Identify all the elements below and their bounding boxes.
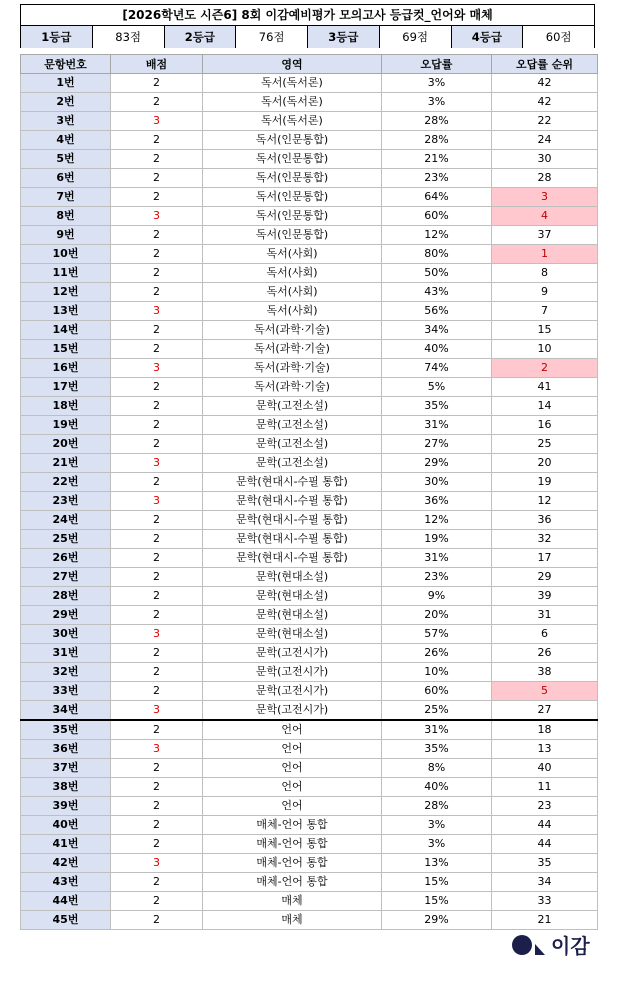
error-rank-cell: 11 — [492, 778, 598, 797]
table-row — [21, 416, 598, 435]
points-cell: 2 — [111, 245, 203, 264]
points-cell: 2 — [111, 188, 203, 207]
grade-4-label: 4등급 — [452, 26, 524, 48]
area-cell: 문학(고전소설) — [203, 454, 382, 473]
error-rate-cell: 10% — [382, 663, 492, 682]
error-rate-cell: 40% — [382, 778, 492, 797]
table-row — [21, 606, 598, 625]
table-row — [21, 435, 598, 454]
grade-1-score: 83점 — [93, 26, 165, 48]
area-cell: 독서(과학·기술) — [203, 321, 382, 340]
question-number-cell: 13번 — [21, 302, 111, 321]
table-row — [21, 511, 598, 530]
points-cell: 2 — [111, 644, 203, 663]
points-cell: 2 — [111, 416, 203, 435]
question-number-cell: 7번 — [21, 188, 111, 207]
table-row — [21, 169, 598, 188]
error-rank-cell: 17 — [492, 549, 598, 568]
question-number-cell: 12번 — [21, 283, 111, 302]
grade-2-label: 2등급 — [165, 26, 237, 48]
error-rank-cell: 44 — [492, 816, 598, 835]
page-title: [2026학년도 시즌6] 8회 이감예비평가 모의고사 등급컷_언어와 매체 — [21, 5, 594, 26]
table-row — [21, 74, 598, 93]
table-header-row — [21, 55, 598, 74]
points-cell: 2 — [111, 169, 203, 188]
area-cell: 언어 — [203, 720, 382, 740]
area-cell: 문학(현대시-수필 통합) — [203, 530, 382, 549]
error-rank-cell: 30 — [492, 150, 598, 169]
area-cell: 독서(인문통합) — [203, 188, 382, 207]
points-cell: 2 — [111, 74, 203, 93]
points-cell: 2 — [111, 511, 203, 530]
area-cell: 독서(사회) — [203, 302, 382, 321]
area-cell: 독서(인문통합) — [203, 207, 382, 226]
question-stats-table — [20, 54, 598, 930]
grade-cut-header — [20, 4, 595, 48]
error-rate-cell: 34% — [382, 321, 492, 340]
question-number-cell: 1번 — [21, 74, 111, 93]
question-number-cell: 45번 — [21, 911, 111, 930]
area-cell: 문학(고전소설) — [203, 397, 382, 416]
area-cell: 문학(고전시가) — [203, 644, 382, 663]
error-rate-cell: 29% — [382, 911, 492, 930]
table-row — [21, 740, 598, 759]
area-cell: 언어 — [203, 778, 382, 797]
column-header-question: 문항번호 — [21, 55, 111, 74]
points-cell: 3 — [111, 701, 203, 721]
points-cell: 2 — [111, 530, 203, 549]
column-header-error-rate: 오답률 — [382, 55, 492, 74]
points-cell: 2 — [111, 797, 203, 816]
error-rank-cell: 38 — [492, 663, 598, 682]
table-row — [21, 93, 598, 112]
question-number-cell: 26번 — [21, 549, 111, 568]
points-cell: 3 — [111, 740, 203, 759]
error-rank-cell: 1 — [492, 245, 598, 264]
error-rate-cell: 23% — [382, 169, 492, 188]
points-cell: 2 — [111, 816, 203, 835]
table-row — [21, 321, 598, 340]
error-rate-cell: 28% — [382, 797, 492, 816]
error-rank-cell: 15 — [492, 321, 598, 340]
question-number-cell: 23번 — [21, 492, 111, 511]
error-rate-cell: 8% — [382, 759, 492, 778]
question-number-cell: 6번 — [21, 169, 111, 188]
error-rank-cell: 7 — [492, 302, 598, 321]
points-cell: 2 — [111, 682, 203, 701]
table-row — [21, 397, 598, 416]
error-rate-cell: 60% — [382, 682, 492, 701]
points-cell: 2 — [111, 150, 203, 169]
area-cell: 매체-언어 통합 — [203, 816, 382, 835]
area-cell: 언어 — [203, 797, 382, 816]
area-cell: 매체-언어 통합 — [203, 873, 382, 892]
error-rank-cell: 27 — [492, 701, 598, 721]
question-number-cell: 28번 — [21, 587, 111, 606]
logo-text: 이감 — [551, 934, 590, 958]
question-number-cell: 29번 — [21, 606, 111, 625]
table-row — [21, 854, 598, 873]
table-row — [21, 778, 598, 797]
error-rate-cell: 31% — [382, 416, 492, 435]
table-row — [21, 568, 598, 587]
question-number-cell: 20번 — [21, 435, 111, 454]
table-row — [21, 816, 598, 835]
area-cell: 문학(현대소설) — [203, 606, 382, 625]
table-row — [21, 720, 598, 740]
error-rate-cell: 3% — [382, 93, 492, 112]
question-number-cell: 30번 — [21, 625, 111, 644]
table-row — [21, 530, 598, 549]
error-rate-cell: 36% — [382, 492, 492, 511]
area-cell: 문학(고전시가) — [203, 682, 382, 701]
points-cell: 3 — [111, 854, 203, 873]
question-number-cell: 3번 — [21, 112, 111, 131]
question-number-cell: 16번 — [21, 359, 111, 378]
points-cell: 2 — [111, 93, 203, 112]
area-cell: 문학(고전소설) — [203, 435, 382, 454]
area-cell: 독서(사회) — [203, 245, 382, 264]
table-row — [21, 701, 598, 721]
area-cell: 언어 — [203, 740, 382, 759]
question-number-cell: 10번 — [21, 245, 111, 264]
table-row — [21, 188, 598, 207]
column-header-points: 배점 — [111, 55, 203, 74]
question-number-cell: 25번 — [21, 530, 111, 549]
question-number-cell: 19번 — [21, 416, 111, 435]
points-cell: 2 — [111, 568, 203, 587]
area-cell: 문학(현대시-수필 통합) — [203, 549, 382, 568]
question-number-cell: 43번 — [21, 873, 111, 892]
table-row — [21, 264, 598, 283]
error-rank-cell: 28 — [492, 169, 598, 188]
points-cell: 3 — [111, 492, 203, 511]
column-header-error-rank: 오답률 순위 — [492, 55, 598, 74]
error-rank-cell: 39 — [492, 587, 598, 606]
question-number-cell: 14번 — [21, 321, 111, 340]
error-rank-cell: 36 — [492, 511, 598, 530]
error-rate-cell: 3% — [382, 835, 492, 854]
question-number-cell: 32번 — [21, 663, 111, 682]
table-row — [21, 835, 598, 854]
question-number-cell: 40번 — [21, 816, 111, 835]
error-rate-cell: 19% — [382, 530, 492, 549]
error-rank-cell: 35 — [492, 854, 598, 873]
table-row — [21, 663, 598, 682]
points-cell: 3 — [111, 207, 203, 226]
question-number-cell: 36번 — [21, 740, 111, 759]
area-cell: 독서(과학·기술) — [203, 359, 382, 378]
question-number-cell: 4번 — [21, 131, 111, 150]
points-cell: 2 — [111, 892, 203, 911]
error-rate-cell: 9% — [382, 587, 492, 606]
points-cell: 2 — [111, 131, 203, 150]
table-row — [21, 302, 598, 321]
area-cell: 독서(독서론) — [203, 74, 382, 93]
points-cell: 2 — [111, 720, 203, 740]
points-cell: 2 — [111, 549, 203, 568]
area-cell: 문학(현대시-수필 통합) — [203, 492, 382, 511]
table-row — [21, 549, 598, 568]
error-rank-cell: 42 — [492, 74, 598, 93]
table-row — [21, 892, 598, 911]
table-row — [21, 873, 598, 892]
column-header-area: 영역 — [203, 55, 382, 74]
points-cell: 2 — [111, 663, 203, 682]
grade-4-score: 60점 — [523, 26, 594, 48]
points-cell: 2 — [111, 473, 203, 492]
question-number-cell: 34번 — [21, 701, 111, 721]
table-row — [21, 245, 598, 264]
table-row — [21, 283, 598, 302]
grade-3-label: 3등급 — [308, 26, 380, 48]
error-rate-cell: 31% — [382, 549, 492, 568]
error-rank-cell: 21 — [492, 911, 598, 930]
area-cell: 독서(인문통합) — [203, 150, 382, 169]
error-rank-cell: 29 — [492, 568, 598, 587]
error-rate-cell: 43% — [382, 283, 492, 302]
error-rate-cell: 56% — [382, 302, 492, 321]
area-cell: 독서(사회) — [203, 283, 382, 302]
points-cell: 2 — [111, 759, 203, 778]
points-cell: 2 — [111, 911, 203, 930]
error-rate-cell: 21% — [382, 150, 492, 169]
error-rate-cell: 3% — [382, 816, 492, 835]
table-row — [21, 150, 598, 169]
points-cell: 2 — [111, 264, 203, 283]
error-rate-cell: 31% — [382, 720, 492, 740]
error-rank-cell: 26 — [492, 644, 598, 663]
points-cell: 2 — [111, 873, 203, 892]
area-cell: 독서(독서론) — [203, 93, 382, 112]
error-rank-cell: 25 — [492, 435, 598, 454]
points-cell: 3 — [111, 625, 203, 644]
question-number-cell: 41번 — [21, 835, 111, 854]
error-rank-cell: 24 — [492, 131, 598, 150]
error-rank-cell: 31 — [492, 606, 598, 625]
area-cell: 매체 — [203, 892, 382, 911]
question-number-cell: 22번 — [21, 473, 111, 492]
error-rate-cell: 15% — [382, 892, 492, 911]
area-cell: 문학(고전시가) — [203, 701, 382, 721]
error-rank-cell: 5 — [492, 682, 598, 701]
area-cell: 언어 — [203, 759, 382, 778]
area-cell: 매체 — [203, 911, 382, 930]
points-cell: 2 — [111, 226, 203, 245]
points-cell: 2 — [111, 340, 203, 359]
error-rank-cell: 14 — [492, 397, 598, 416]
error-rate-cell: 74% — [382, 359, 492, 378]
area-cell: 문학(현대시-수필 통합) — [203, 511, 382, 530]
table-row — [21, 492, 598, 511]
points-cell: 2 — [111, 587, 203, 606]
error-rank-cell: 41 — [492, 378, 598, 397]
question-number-cell: 9번 — [21, 226, 111, 245]
points-cell: 2 — [111, 283, 203, 302]
error-rate-cell: 12% — [382, 226, 492, 245]
table-row — [21, 759, 598, 778]
points-cell: 2 — [111, 397, 203, 416]
question-number-cell: 39번 — [21, 797, 111, 816]
question-number-cell: 27번 — [21, 568, 111, 587]
area-cell: 문학(현대소설) — [203, 587, 382, 606]
area-cell: 문학(현대소설) — [203, 625, 382, 644]
question-number-cell: 11번 — [21, 264, 111, 283]
question-number-cell: 21번 — [21, 454, 111, 473]
error-rank-cell: 20 — [492, 454, 598, 473]
error-rank-cell: 12 — [492, 492, 598, 511]
table-row — [21, 911, 598, 930]
error-rank-cell: 4 — [492, 207, 598, 226]
error-rate-cell: 15% — [382, 873, 492, 892]
error-rank-cell: 6 — [492, 625, 598, 644]
area-cell: 독서(사회) — [203, 264, 382, 283]
error-rate-cell: 3% — [382, 74, 492, 93]
error-rank-cell: 37 — [492, 226, 598, 245]
points-cell: 2 — [111, 606, 203, 625]
table-row — [21, 131, 598, 150]
error-rate-cell: 57% — [382, 625, 492, 644]
logo-circle-icon — [512, 935, 532, 955]
error-rank-cell: 22 — [492, 112, 598, 131]
area-cell: 문학(현대소설) — [203, 568, 382, 587]
error-rate-cell: 40% — [382, 340, 492, 359]
area-cell: 독서(과학·기술) — [203, 340, 382, 359]
points-cell: 3 — [111, 302, 203, 321]
points-cell: 3 — [111, 112, 203, 131]
error-rank-cell: 23 — [492, 797, 598, 816]
error-rank-cell: 44 — [492, 835, 598, 854]
table-row — [21, 625, 598, 644]
grade-2-score: 76점 — [236, 26, 308, 48]
question-number-cell: 15번 — [21, 340, 111, 359]
error-rate-cell: 28% — [382, 131, 492, 150]
question-number-cell: 37번 — [21, 759, 111, 778]
table-row — [21, 473, 598, 492]
table-row — [21, 644, 598, 663]
question-number-cell: 5번 — [21, 150, 111, 169]
logo-triangle-icon — [535, 944, 545, 955]
question-number-cell: 35번 — [21, 720, 111, 740]
area-cell: 독서(독서론) — [203, 112, 382, 131]
error-rank-cell: 3 — [492, 188, 598, 207]
error-rate-cell: 25% — [382, 701, 492, 721]
error-rank-cell: 32 — [492, 530, 598, 549]
error-rate-cell: 35% — [382, 740, 492, 759]
area-cell: 독서(과학·기술) — [203, 378, 382, 397]
question-number-cell: 8번 — [21, 207, 111, 226]
error-rank-cell: 42 — [492, 93, 598, 112]
table-row — [21, 359, 598, 378]
grade-cuts-row — [21, 26, 594, 48]
table-row — [21, 587, 598, 606]
error-rate-cell: 35% — [382, 397, 492, 416]
points-cell: 2 — [111, 778, 203, 797]
points-cell: 2 — [111, 321, 203, 340]
area-cell: 문학(고전소설) — [203, 416, 382, 435]
table-row — [21, 112, 598, 131]
error-rate-cell: 5% — [382, 378, 492, 397]
error-rank-cell: 8 — [492, 264, 598, 283]
grade-1-label: 1등급 — [21, 26, 93, 48]
points-cell: 2 — [111, 378, 203, 397]
area-cell: 매체-언어 통합 — [203, 835, 382, 854]
error-rate-cell: 26% — [382, 644, 492, 663]
area-cell: 독서(인문통합) — [203, 169, 382, 188]
table-row — [21, 378, 598, 397]
table-row — [21, 340, 598, 359]
error-rate-cell: 29% — [382, 454, 492, 473]
error-rank-cell: 10 — [492, 340, 598, 359]
question-number-cell: 44번 — [21, 892, 111, 911]
error-rank-cell: 18 — [492, 720, 598, 740]
error-rank-cell: 2 — [492, 359, 598, 378]
error-rate-cell: 28% — [382, 112, 492, 131]
area-cell: 독서(인문통합) — [203, 131, 382, 150]
table-body — [21, 74, 598, 930]
area-cell: 문학(고전시가) — [203, 663, 382, 682]
error-rank-cell: 33 — [492, 892, 598, 911]
error-rate-cell: 23% — [382, 568, 492, 587]
error-rank-cell: 40 — [492, 759, 598, 778]
error-rank-cell: 34 — [492, 873, 598, 892]
points-cell: 2 — [111, 435, 203, 454]
error-rate-cell: 80% — [382, 245, 492, 264]
error-rate-cell: 50% — [382, 264, 492, 283]
points-cell: 2 — [111, 835, 203, 854]
error-rate-cell: 13% — [382, 854, 492, 873]
grade-3-score: 69점 — [380, 26, 452, 48]
error-rank-cell: 13 — [492, 740, 598, 759]
area-cell: 독서(인문통합) — [203, 226, 382, 245]
question-number-cell: 24번 — [21, 511, 111, 530]
error-rate-cell: 64% — [382, 188, 492, 207]
area-cell: 문학(현대시-수필 통합) — [203, 473, 382, 492]
points-cell: 3 — [111, 454, 203, 473]
table-row — [21, 454, 598, 473]
points-cell: 3 — [111, 359, 203, 378]
table-row — [21, 682, 598, 701]
error-rank-cell: 9 — [492, 283, 598, 302]
question-number-cell: 2번 — [21, 93, 111, 112]
question-number-cell: 38번 — [21, 778, 111, 797]
error-rate-cell: 27% — [382, 435, 492, 454]
question-number-cell: 18번 — [21, 397, 111, 416]
question-number-cell: 17번 — [21, 378, 111, 397]
error-rate-cell: 60% — [382, 207, 492, 226]
question-number-cell: 42번 — [21, 854, 111, 873]
error-rate-cell: 20% — [382, 606, 492, 625]
table-row — [21, 226, 598, 245]
question-number-cell: 33번 — [21, 682, 111, 701]
question-number-cell: 31번 — [21, 644, 111, 663]
table-row — [21, 207, 598, 226]
error-rank-cell: 19 — [492, 473, 598, 492]
error-rank-cell: 16 — [492, 416, 598, 435]
error-rate-cell: 12% — [382, 511, 492, 530]
table-row — [21, 797, 598, 816]
error-rate-cell: 30% — [382, 473, 492, 492]
brand-logo — [512, 930, 590, 959]
area-cell: 매체-언어 통합 — [203, 854, 382, 873]
